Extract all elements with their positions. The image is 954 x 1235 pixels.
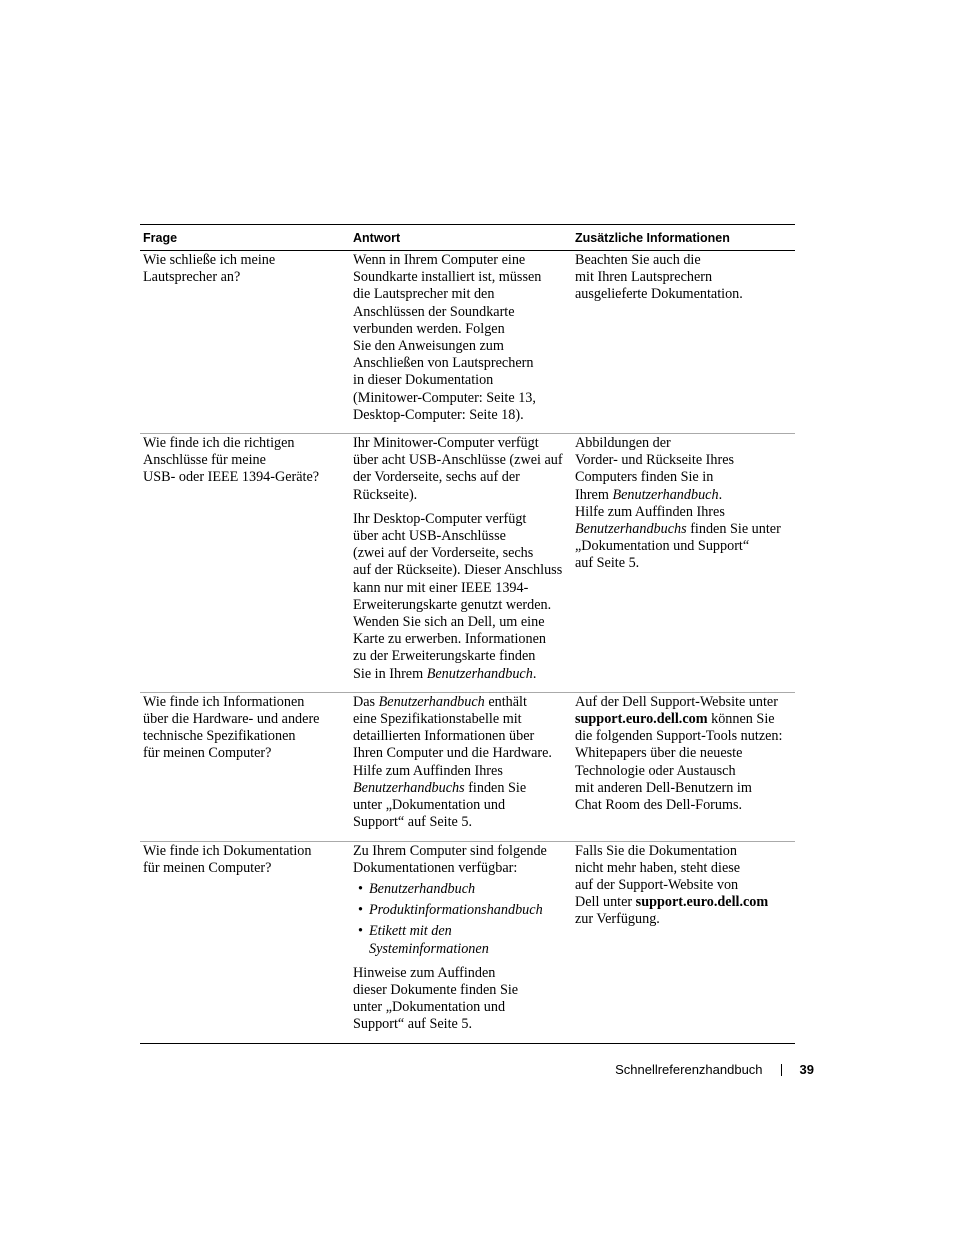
support-url: support.euro.dell.com (635, 894, 769, 911)
question-cell: Wie finde ich Informationen über die Hardware- und andere technische Spezifikationen für meinen Computer? (143, 693, 320, 762)
question-cell: Wie finde ich die richtigen Anschlüsse für meine USB- oder IEEE 1394-Geräte? (143, 435, 320, 486)
page-number: 39 (799, 1062, 814, 1077)
info-cell: Auf der Dell Support-Website unter support.euro.dell.com können Sie die folgenden Support-Tools nutzen: Whitepapers über die neueste Technologie oder Austausch mit anderen Dell-Benutzern im Chat Room des Dell-Forums. (575, 693, 783, 814)
footer-separator (781, 1064, 782, 1076)
support-url: support.euro.dell.com (575, 711, 708, 728)
answer-cell: Ihr Minitower-Computer verfügt über acht USB-Anschlüsse (zwei auf der Vorderseite, sechs auf der Rückseite). Ihr Desktop-Computer verfügt über acht USB-Anschlüsse (zwei auf der Vorderseite, sechs auf der Rückseite). Dieser Anschluss kann nur mit einer IEEE 1394- Erweiterungskarte genutzt werden. Wenden Sie sich an Dell, um eine Karte zu erwerben. Informationen zu der Erweiterungskarte finden Sie in Ihrem Benutzerhandbuch. (353, 435, 563, 682)
list-item: • Produktinformationshandbuch (358, 902, 543, 919)
table-row (140, 842, 795, 1043)
answer-cell: Wenn in Ihrem Computer eine Soundkarte installiert ist, müssen die Lautsprecher mit den Anschlüssen der Soundkarte verbunden werden. Folgen Sie den Anweisungen zum Anschließen von Lautsprechern in dieser Dokumentation (Minitower-Computer: Seite 13, Desktop-Computer: Seite 18). (353, 252, 542, 423)
info-cell: Falls Sie die Dokumentation nicht mehr haben, steht diese auf der Support-Website von Dell unter support.euro.dell.com zur Verfügung. (575, 842, 769, 928)
table-row (140, 251, 795, 434)
header-frage: Frage (143, 230, 178, 245)
footer-title: Schnellreferenzhandbuch (615, 1062, 763, 1077)
answer-cell: Das Benutzerhandbuch enthält eine Spezifikationstabelle mit detaillierten Informationen über Ihren Computer und die Hardware. Hilfe zum Auffinden Ihres Benutzerhandbuchs finden Sie unter „Dokumentation und Support“ auf Seite 5. (353, 693, 552, 831)
list-item: • Benutzerhandbuch (358, 880, 476, 897)
header-zusatz: Zusätzliche Informationen (575, 230, 730, 245)
answer-cell: Zu Ihrem Computer sind folgende Dokumentationen verfügbar: • Benutzerhandbuch • Produktinformationshandbuch • Etikett mit den Systeminformationen Hinweise zum Auffinden dieser Dokumente finden Sie unter „Dokumentation und Support“ auf Seite 5. (350, 843, 572, 1034)
page-footer (615, 1062, 814, 1077)
question-cell: Wie finde ich Dokumentation für meinen Computer? (143, 842, 312, 876)
table-row (140, 693, 795, 842)
header-antwort: Antwort (353, 230, 401, 245)
table-header (140, 225, 795, 251)
question-cell: Wie schließe ich meine Lautsprecher an? (143, 252, 276, 286)
info-cell: Beachten Sie auch die mit Ihren Lautsprechern ausgelieferte Dokumentation. (575, 252, 743, 303)
table-row (140, 434, 795, 693)
list-item: • Etikett mit den (358, 923, 452, 940)
info-cell: Abbildungen der Vorder- und Rückseite Ihres Computers finden Sie in Ihrem Benutzerhandbuch. Hilfe zum Auffinden Ihres Benutzerhandbuchs finden Sie unter „Dokumentation und Support“ auf Seite 5. (575, 435, 781, 572)
faq-table (140, 224, 795, 1044)
